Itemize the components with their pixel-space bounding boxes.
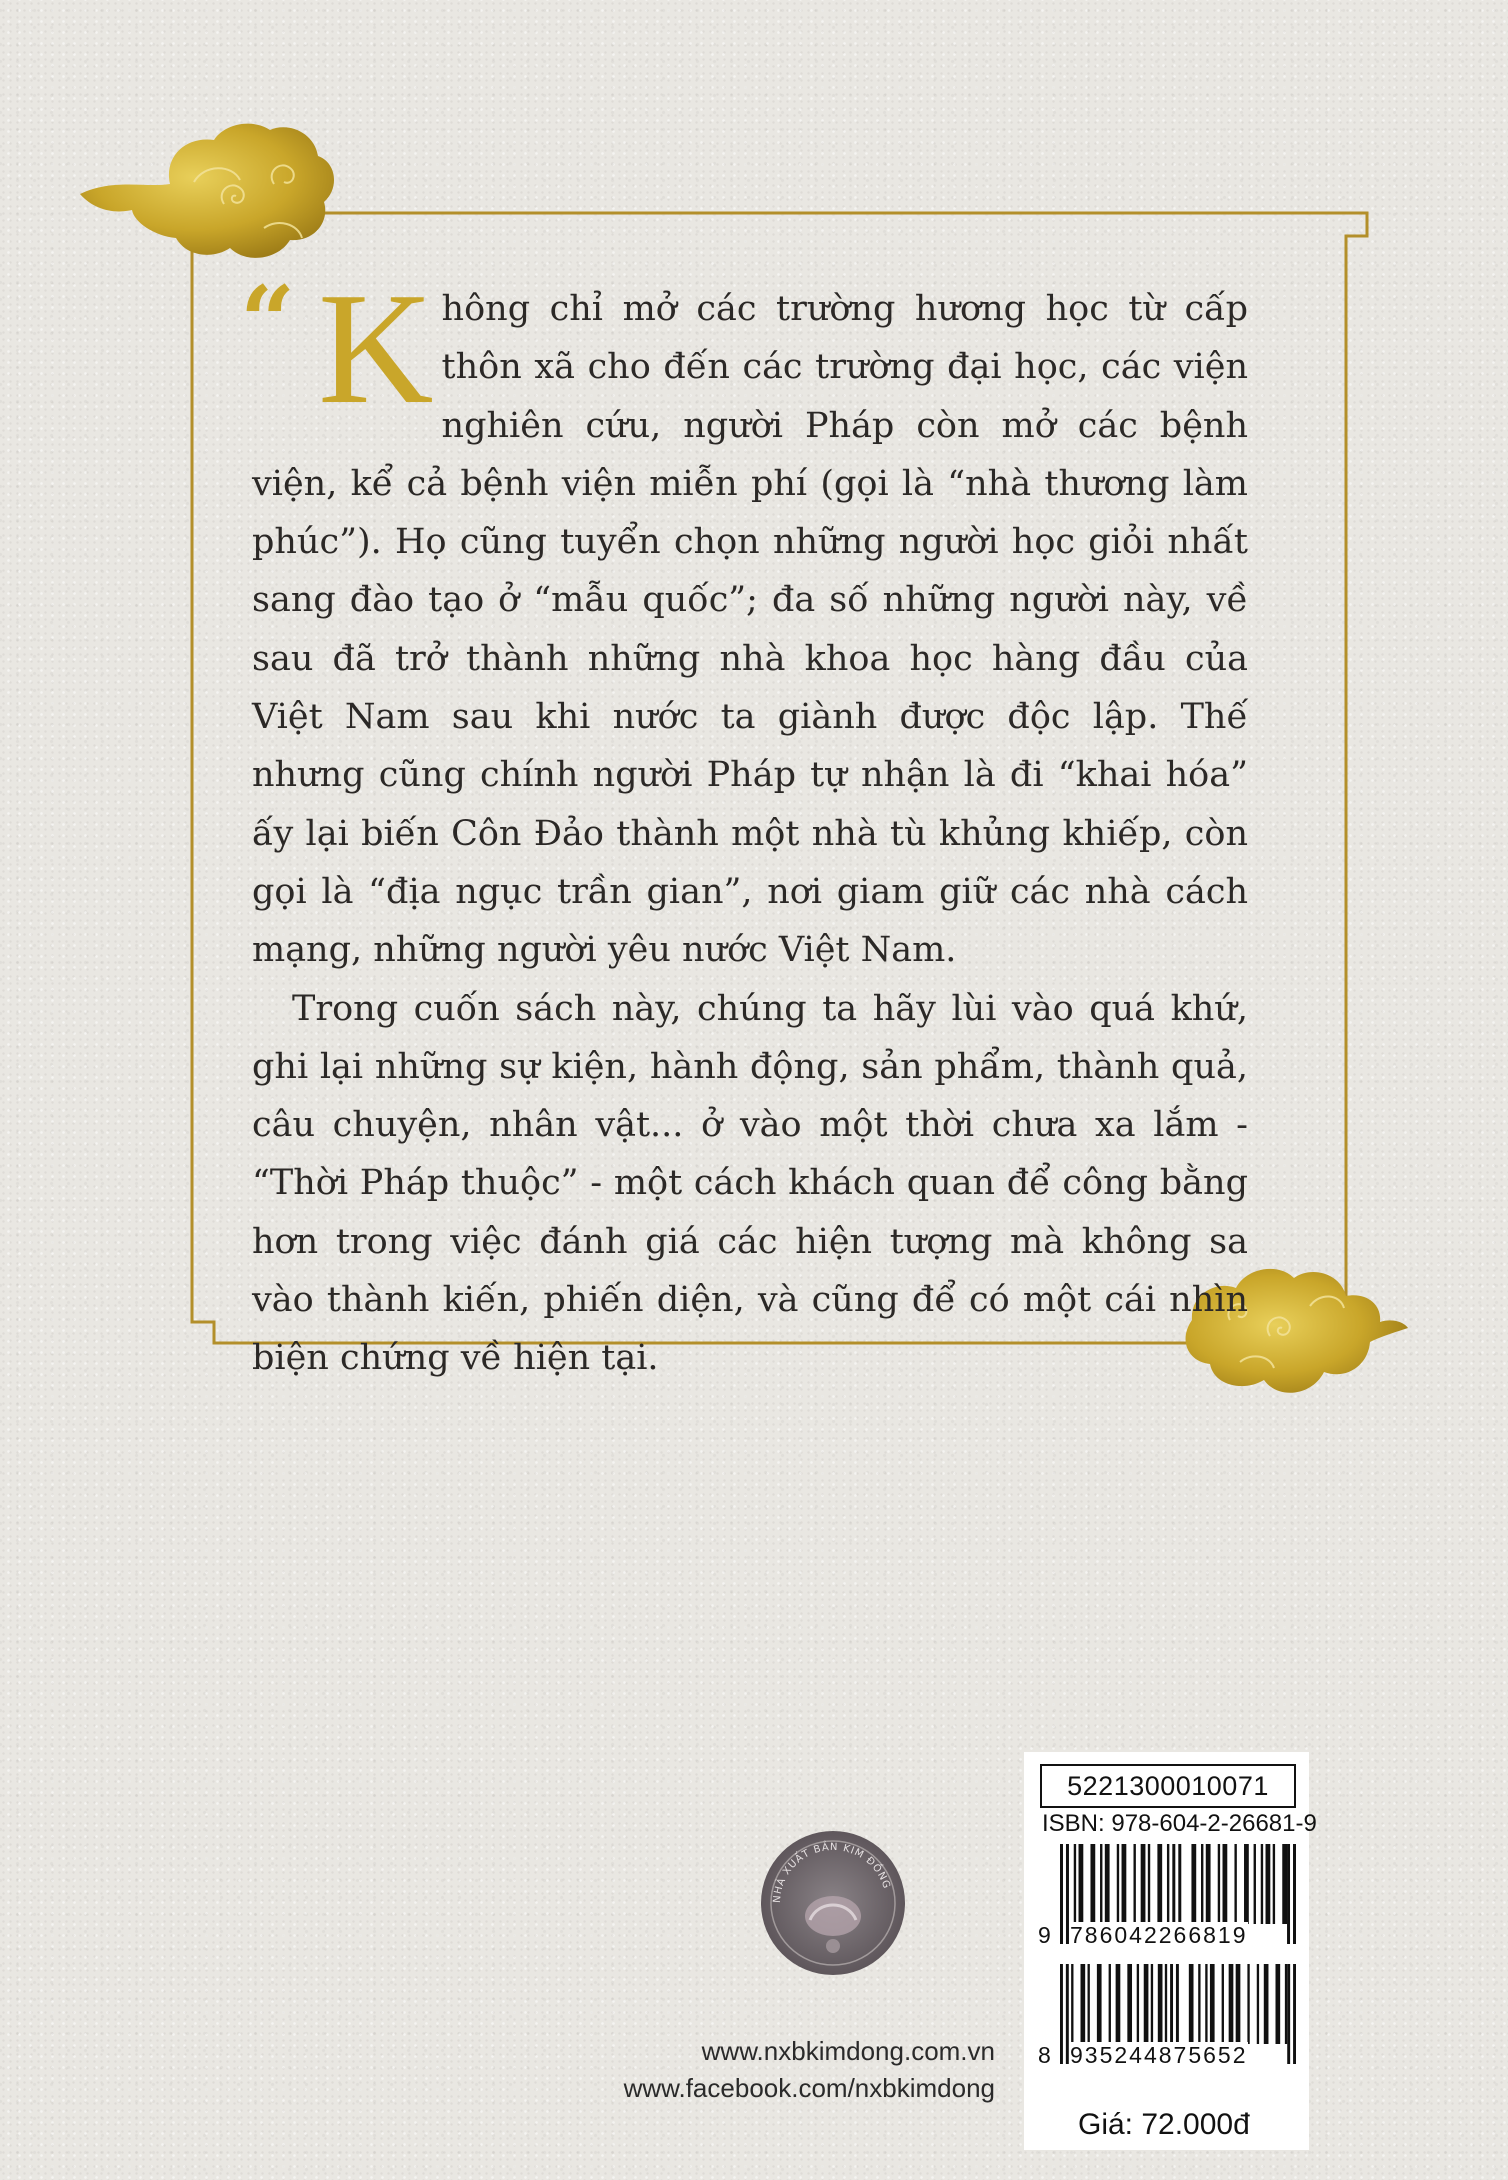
- barcode-bar: [1264, 1964, 1269, 2044]
- barcode-bar: [1144, 1964, 1149, 2044]
- barcode-bar: [1117, 1844, 1119, 1924]
- quote-mark: “: [240, 265, 296, 378]
- barcode-bar: [1287, 1964, 1290, 2064]
- barcode-bar: [1236, 1964, 1241, 2044]
- barcode-bar: [1206, 1844, 1211, 1924]
- ean-digits: 935244875652: [1070, 2042, 1248, 2068]
- barcode-bar: [1151, 1964, 1153, 2044]
- barcode-bar: [1273, 1844, 1275, 1924]
- barcode-bar: [1247, 1964, 1249, 2044]
- blurb-paragraph-1: [252, 259, 1248, 980]
- barcode-bar: [1074, 1844, 1076, 1924]
- barcode-bar: [1167, 1844, 1169, 1924]
- barcode-bar: [1060, 1844, 1063, 1944]
- isbn-digits: 786042266819: [1070, 1922, 1248, 1948]
- isbn-lead-digit: 9: [1038, 1922, 1051, 1948]
- barcode-bar: [1116, 1964, 1121, 2044]
- barcode-bar: [1261, 1844, 1263, 1924]
- blurb-paragraph-2: Trong cuốn sách này, chúng ta hãy lùi vào quá khứ, ghi lại những sự kiện, hành động, sản phẩm, thành quả, câu chuyện, nhân vật... ở vào một thời chưa xa lắm - “Thời Pháp thuộc” - một cách khách quan để công bằng hơn trong việc đánh giá các hiện tượng mà không sa vào thành kiến, phiến diện, và cũng để có một cái nhìn biện chứng về hiện tại.: [252, 988, 1248, 1379]
- barcode-bar: [1127, 1964, 1132, 2044]
- publisher-logo-text: NHÀ XUẤT BẢN KIM ĐỒNG: [771, 1841, 893, 1904]
- barcode-bar: [1293, 1964, 1296, 2064]
- barcode-bar: [1060, 1964, 1063, 2064]
- barcode-bar: [1165, 1964, 1167, 2044]
- barcode-bar: [1066, 1844, 1069, 1944]
- barcode-bar: [1122, 1844, 1127, 1924]
- barcode-bar: [1137, 1964, 1139, 2044]
- barcode-bar: [1218, 1844, 1220, 1924]
- paragraph-1-text: hông chỉ mở các trường hương học từ cấp thôn xã cho đến các trường đại học, các viện nghiên cứu, người Pháp còn mở các bệnh viện, kể cả bệnh viện miễn phí (gọi là “nhà thương làm phúc”). Họ cũng tuyển chọn những người học giỏi nhất sang đào tạo ở “mẫu quốc”; đa số những người này, về sau đã trở thành những nhà khoa học hàng đầu của Việt Nam sau khi nước ta giành được độc lập. Thế nhưng cũng chính người Pháp tự nhận là đi “khai hóa” ấy lại biến Côn Đảo thành một nhà tù khủng khiếp, còn gọi là “địa ngục trần gian”, nơi giam giữ các nhà cách mạng, những người yêu nước Việt Nam.: [252, 289, 1248, 971]
- cloud-ornament-icon: [74, 118, 340, 268]
- barcode-bar: [1081, 1964, 1086, 2044]
- barcode-bar: [1285, 1964, 1287, 2044]
- barcode-bar: [1293, 1844, 1296, 1944]
- ean-lead-digit: 8: [1038, 2042, 1051, 2068]
- barcode-bar: [1244, 1844, 1249, 1924]
- barcode-bar: [1158, 1964, 1163, 2044]
- barcode-bar: [1088, 1964, 1090, 2044]
- barcode-bar: [1148, 1844, 1150, 1924]
- barcode-bar: [1133, 1844, 1135, 1924]
- internal-code: 5221300010071: [1040, 1764, 1296, 1808]
- barcode-bar: [1257, 1964, 1259, 2044]
- publisher-logo-icon: [758, 1828, 908, 1978]
- barcode-bar: [1276, 1964, 1281, 2044]
- barcode-bar: [1201, 1844, 1203, 1924]
- barcode-bar: [1066, 1964, 1069, 2064]
- back-cover-blurb: [240, 259, 1248, 1388]
- isbn-text: ISBN: 978-604-2-26681-9: [1042, 1810, 1317, 1837]
- barcode-bar: [1105, 1844, 1110, 1924]
- barcode-bar: [1090, 1844, 1095, 1924]
- barcode-bar: [1109, 1964, 1111, 2044]
- barcode-bar: [1071, 1964, 1073, 2044]
- barcode-bar: [1157, 1844, 1162, 1924]
- facebook-link[interactable]: www.facebook.com/nxbkimdong: [623, 2073, 995, 2103]
- barcode-bar: [1210, 1964, 1215, 2044]
- barcode-bar: [1266, 1844, 1271, 1924]
- barcode-bar: [1097, 1964, 1102, 2044]
- barcode-bar: [1079, 1844, 1084, 1924]
- barcode-bar: [1205, 1964, 1207, 2044]
- barcode-bar: [1191, 1844, 1196, 1924]
- barcode-bar: [1223, 1844, 1228, 1924]
- barcode-bar: [1254, 1844, 1256, 1924]
- publisher-links: [580, 2033, 995, 2107]
- price-label: Giá: 72.000đ: [1078, 2108, 1250, 2141]
- drop-cap: K: [318, 259, 434, 437]
- barcode-bar: [1282, 1844, 1287, 1924]
- barcode-bar: [1141, 1844, 1146, 1924]
- website-link[interactable]: www.nxbkimdong.com.vn: [701, 2036, 995, 2066]
- barcode-bar: [1287, 1844, 1290, 1944]
- barcode-bar: [1222, 1964, 1224, 2044]
- barcode-sticker: [1024, 1752, 1317, 2150]
- barcode-bar: [1100, 1844, 1102, 1924]
- barcode-bar: [1198, 1964, 1200, 2044]
- barcode-bar: [1234, 1844, 1236, 1924]
- barcode-bar: [1189, 1964, 1194, 2044]
- barcode-bar: [1229, 1964, 1234, 2044]
